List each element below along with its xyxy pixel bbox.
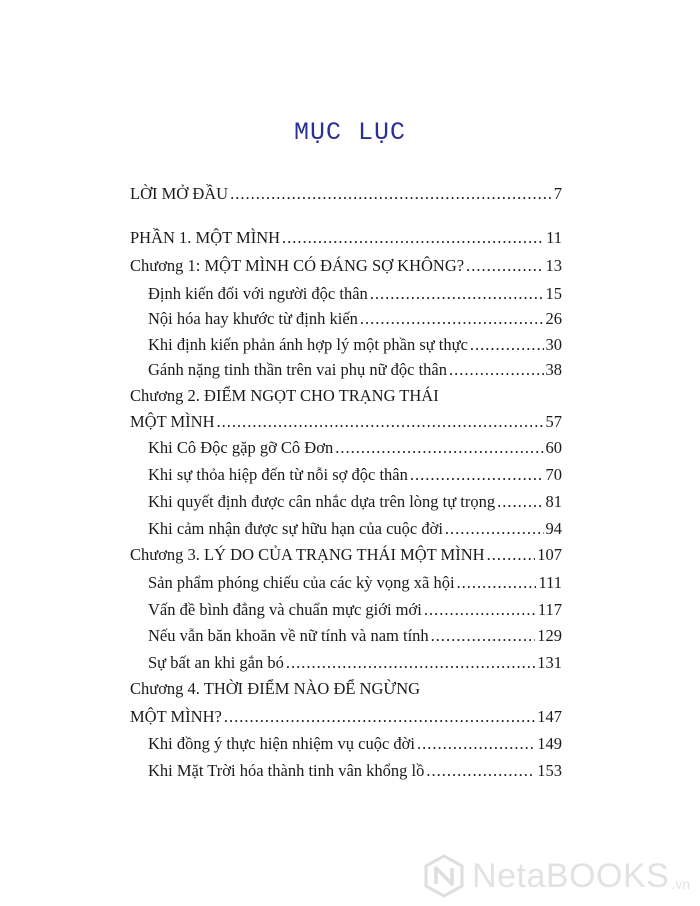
toc-entry[interactable] [148,332,562,358]
dot-leader [426,758,535,784]
dot-leader [449,357,544,383]
toc-entry-text: Khi đồng ý thực hiện nhiệm vụ cuộc đời [148,734,415,753]
toc-entry-text: PHẦN 1. MỘT MÌNH [130,228,281,247]
dot-leader [282,225,544,251]
toc-entry-text: MỘT MÌNH [130,412,215,431]
toc-entry[interactable] [148,570,562,596]
toc-entry[interactable] [148,489,562,515]
page-title: MỤC LỤC [293,118,407,147]
toc-entry-text: MỘT MÌNH? [130,707,222,726]
dot-leader [431,623,536,649]
toc-entry-page: 149 [537,734,562,753]
toc-entry-text: Khi quyết định được cân nhắc dựa trên lòng tự trọng [148,492,496,511]
toc-entry[interactable] [148,306,562,332]
toc-entry-page: 131 [537,653,562,672]
toc-entry[interactable] [148,731,562,757]
toc-entry-text: Nếu vẫn băn khoăn về nữ tính và nam tính [148,626,429,645]
dot-leader [424,597,536,623]
netabooks-logo-icon [422,854,466,898]
toc-entry-page: 94 [545,519,562,538]
dot-leader [497,489,543,515]
toc-entry[interactable] [148,281,562,307]
toc-entry-text: Khi sự thỏa hiệp đến từ nỗi sợ độc thân [148,465,408,484]
toc-entry-text: Khi định kiến phản ánh hợp lý một phần sự thực [148,335,468,354]
toc-entry-text: Sự bất an khi gắn bó [148,653,284,672]
toc-chapter-title[interactable]: Chương 2. ĐIỂM NGỌT CHO TRẠNG THÁI [130,386,439,405]
toc-entry-page: 26 [545,309,562,328]
dot-leader [370,281,544,307]
toc-entry[interactable] [130,253,562,279]
toc-entry[interactable] [148,623,562,649]
dot-leader [410,462,544,488]
dot-leader [417,731,535,757]
dot-leader [457,570,537,596]
watermark-suffix: .vn [671,876,690,892]
toc-entry-page: 13 [545,256,562,275]
toc-entry-page: 57 [545,412,562,431]
toc-entry-page: 70 [545,465,562,484]
toc-entry[interactable] [148,435,562,461]
toc-entry-text: Khi Mặt Trời hóa thành tinh vân khổng lồ [148,761,425,780]
toc-entry[interactable] [130,542,562,568]
toc-entry-page: 60 [545,438,562,457]
toc-entry-page: 7 [553,184,562,203]
toc-entry-page: 147 [537,707,562,726]
watermark-brand: NetaBOOKS [472,856,670,895]
toc-chapter-title[interactable]: Chương 4. THỜI ĐIỂM NÀO ĐỂ NGỪNG [130,679,421,698]
toc-entry-text: Chương 3. LÝ DO CỦA TRẠNG THÁI MỘT MÌNH [130,545,485,564]
dot-leader [286,650,535,676]
toc-entry-page: 117 [537,600,562,619]
toc-entry-page: 15 [545,284,562,303]
toc-entry-text: Khi cảm nhận được sự hữu hạn của cuộc đời [148,519,443,538]
toc-entry-page: 129 [537,626,562,645]
toc-entry-text: Gánh nặng tinh thần trên vai phụ nữ độc thân [148,360,447,379]
dot-leader [217,409,544,435]
dot-leader [230,181,552,207]
toc-entry[interactable] [148,758,562,784]
toc-entry-page: 11 [546,228,562,247]
dot-leader [487,542,536,568]
toc-entry[interactable] [148,597,562,623]
toc-entry-page: 81 [545,492,562,511]
toc-entry[interactable] [130,704,562,730]
dot-leader [470,332,544,358]
dot-leader [224,704,535,730]
toc-entry-text: Sản phẩm phóng chiếu của các kỳ vọng xã hội [148,573,455,592]
dot-leader [445,516,544,542]
dot-leader [360,306,544,332]
toc-entry-page: 30 [545,335,562,354]
toc-entry[interactable] [148,650,562,676]
toc-entry-page: 38 [545,360,562,379]
toc-entry[interactable] [148,516,562,542]
toc-entry-text: Nội hóa hay khước từ định kiến [148,309,358,328]
toc-entry[interactable] [130,225,562,251]
toc-entry[interactable] [130,181,562,207]
toc-entry-text: Chương 1: MỘT MÌNH CÓ ĐÁNG SỢ KHÔNG? [130,256,465,275]
dot-leader [466,253,543,279]
dot-leader [335,435,543,461]
toc-entry-text: LỜI MỞ ĐẦU [130,184,229,203]
toc-entry-page: 153 [537,761,562,780]
toc-entry-text: Định kiến đối với người độc thân [148,284,368,303]
toc-entry-text: Vấn đề bình đẳng và chuẩn mực giới mới [148,600,422,619]
toc-entry-page: 107 [537,545,562,564]
toc-entry[interactable] [130,409,562,435]
toc-entry[interactable] [148,357,562,383]
toc-entry-page: 111 [538,573,562,592]
toc-entry[interactable] [148,462,562,488]
netabooks-watermark [422,854,690,898]
toc-entry-text: Khi Cô Độc gặp gỡ Cô Đơn [148,438,334,457]
